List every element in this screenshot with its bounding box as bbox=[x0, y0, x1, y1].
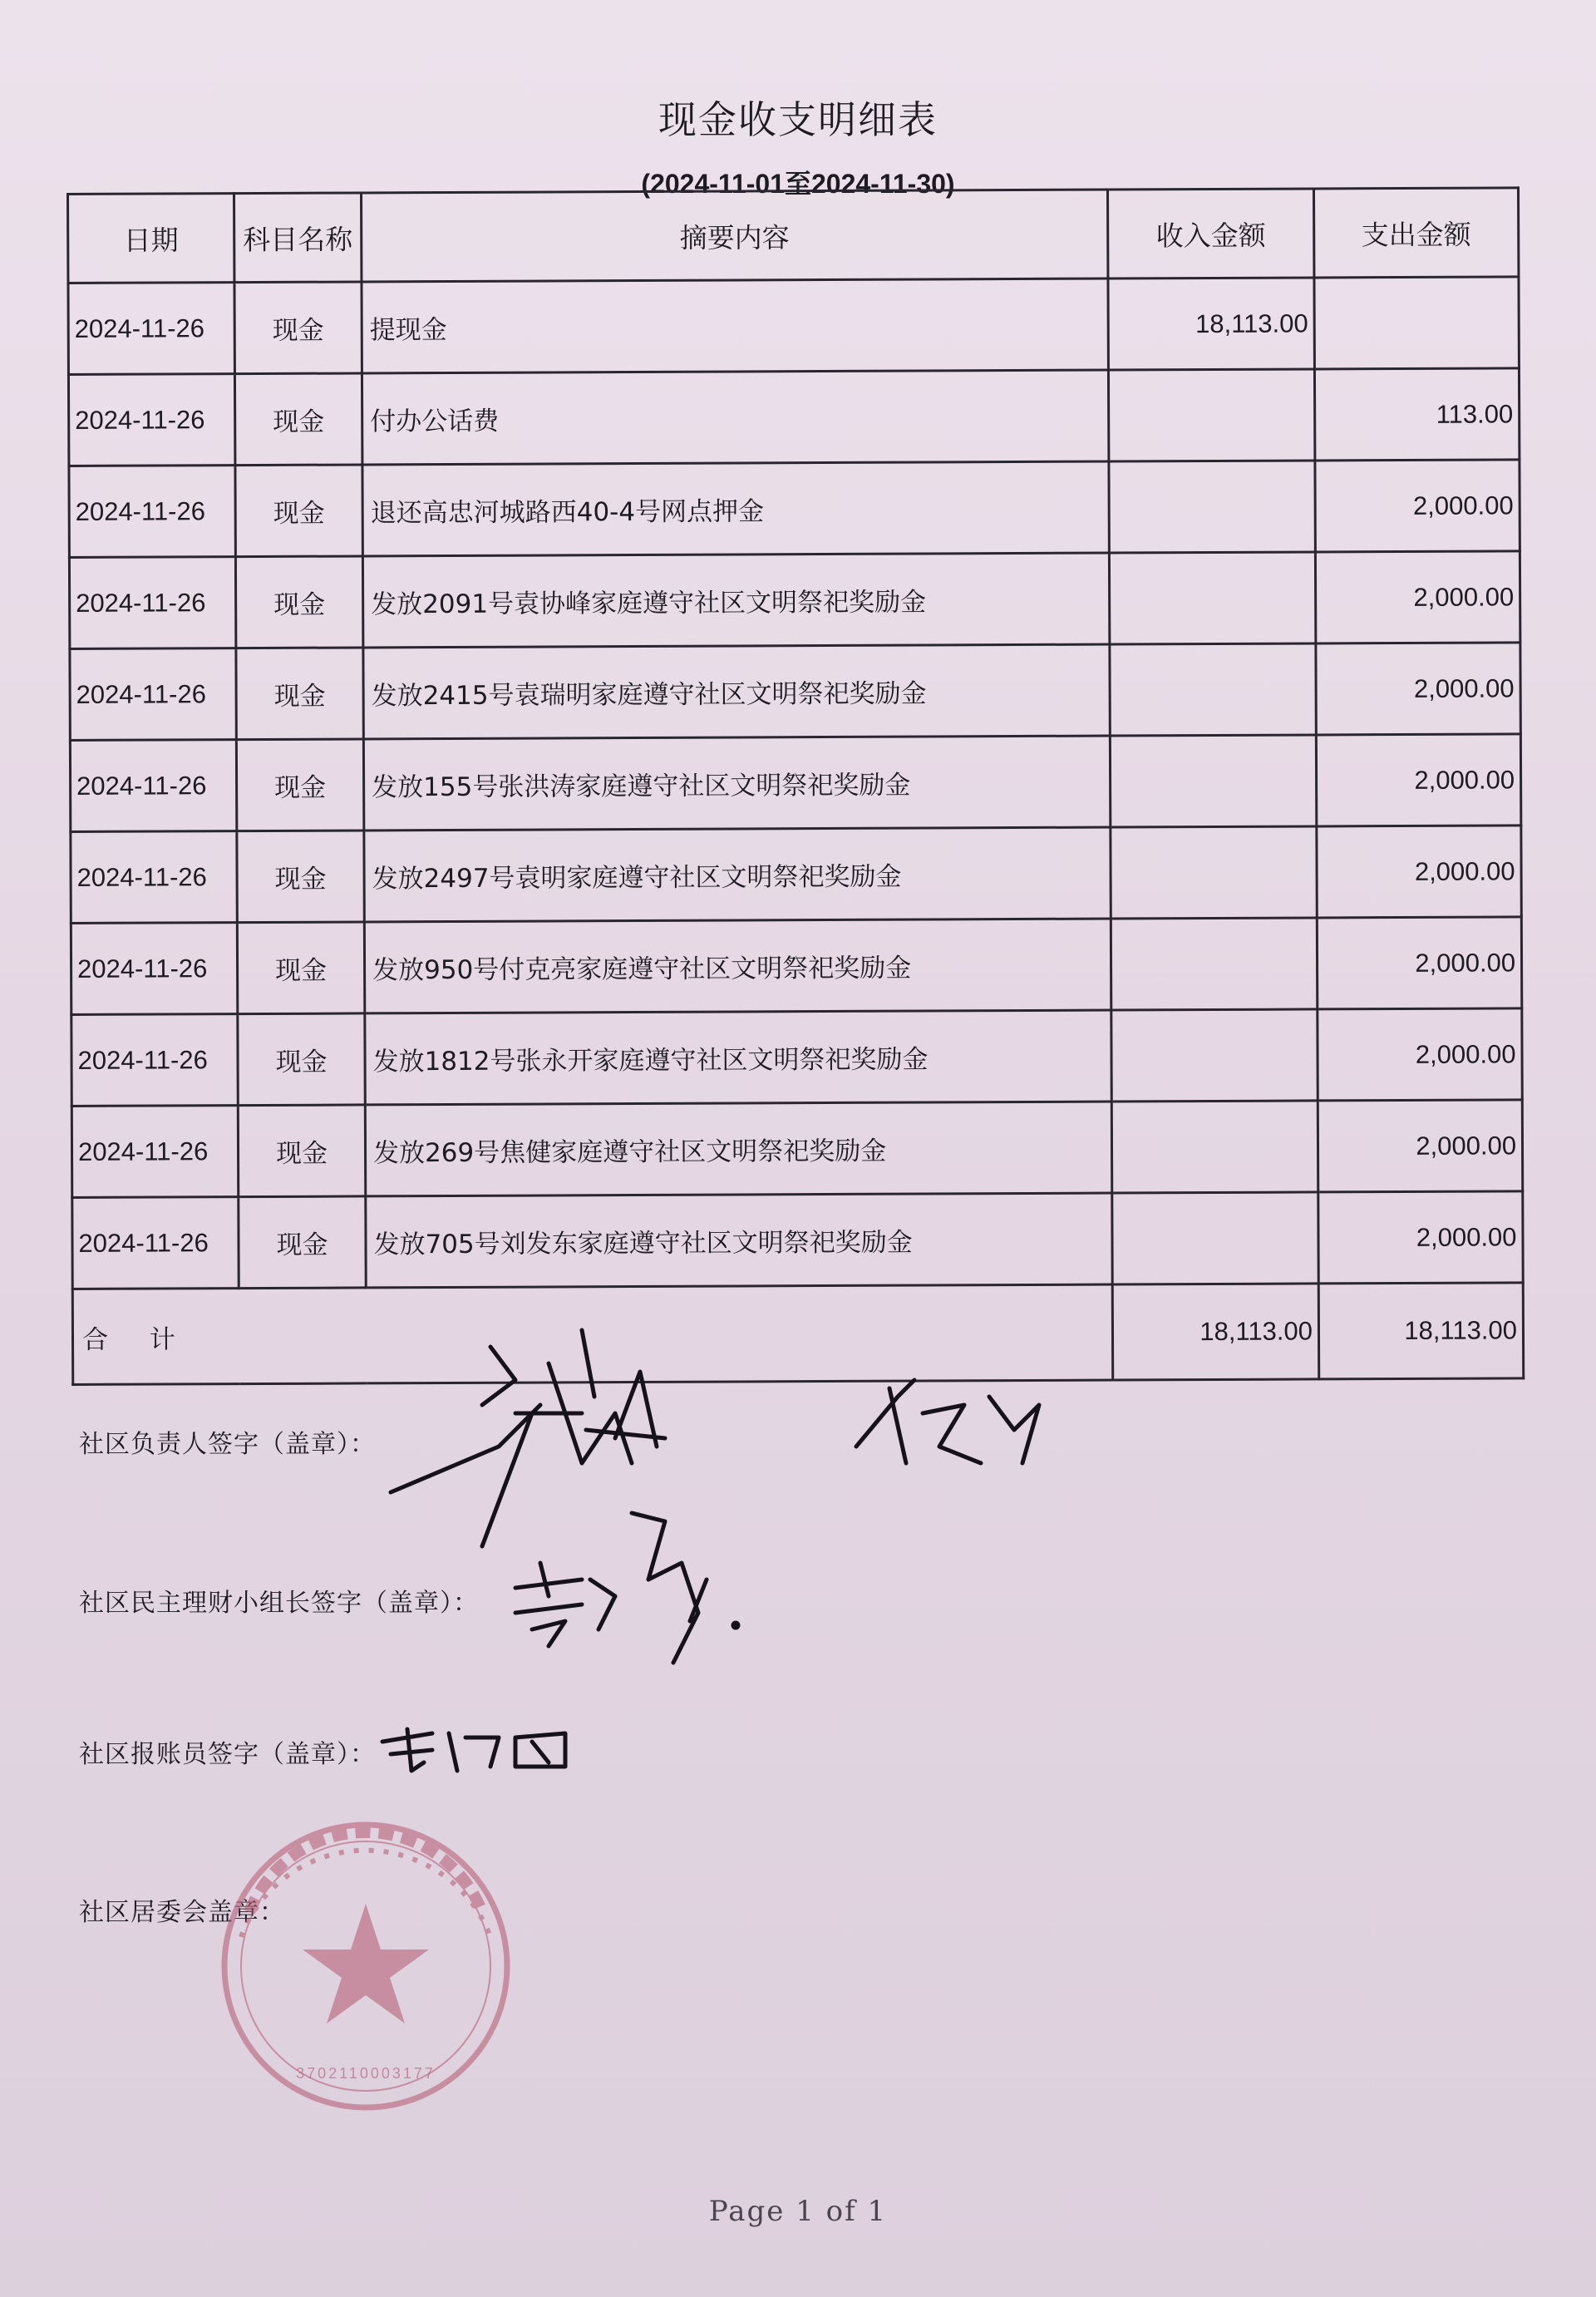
header-income: 收入金额 bbox=[1107, 189, 1313, 278]
row-subject: 现金 bbox=[238, 1013, 365, 1106]
row-subject: 现金 bbox=[234, 373, 362, 466]
bookkeeper-signature bbox=[382, 1729, 565, 1771]
seal-number: 3702110003177 bbox=[296, 2065, 436, 2082]
row-expense: 2,000.00 bbox=[1318, 1191, 1523, 1284]
row-date: 2024-11-26 bbox=[71, 1014, 238, 1107]
page-footer: Page 1 of 1 bbox=[708, 2195, 888, 2228]
header-date: 日期 bbox=[68, 194, 234, 283]
row-date: 2024-11-26 bbox=[71, 923, 237, 1015]
row-summary: 提现金 bbox=[362, 278, 1108, 373]
header-expense: 支出金额 bbox=[1313, 188, 1518, 278]
row-summary: 发放1812号张永开家庭遵守社区文明祭祀奖励金 bbox=[365, 1010, 1111, 1105]
row-expense: 2,000.00 bbox=[1317, 826, 1521, 918]
header-summary: 摘要内容 bbox=[362, 190, 1108, 282]
header-subject: 科目名称 bbox=[234, 193, 362, 283]
row-summary: 发放950号付克亮家庭遵守社区文明祭祀奖励金 bbox=[364, 919, 1111, 1013]
row-date: 2024-11-26 bbox=[72, 1197, 239, 1289]
total-label: 合 计 bbox=[72, 1284, 1112, 1384]
row-date: 2024-11-26 bbox=[70, 740, 236, 832]
row-summary: 发放269号焦健家庭遵守社区文明祭祀奖励金 bbox=[365, 1102, 1111, 1196]
row-subject: 现金 bbox=[236, 739, 363, 831]
row-subject: 现金 bbox=[237, 831, 364, 923]
row-date: 2024-11-26 bbox=[69, 466, 235, 558]
row-expense: 2,000.00 bbox=[1318, 1100, 1522, 1192]
row-expense: 2,000.00 bbox=[1316, 643, 1520, 735]
row-summary: 发放2497号袁明家庭遵守社区文明祭祀奖励金 bbox=[364, 827, 1111, 922]
leader-signature-label: 社区负责人签字（盖章）： bbox=[79, 1430, 376, 1459]
row-summary: 发放705号刘发东家庭遵守社区文明祭祀奖励金 bbox=[366, 1193, 1112, 1288]
row-summary: 退还高忠河城路西40-4号网点押金 bbox=[362, 461, 1109, 556]
row-subject: 现金 bbox=[237, 922, 364, 1014]
row-subject: 现金 bbox=[239, 1196, 366, 1289]
cosigner-signature bbox=[856, 1380, 1039, 1463]
document-period: (2024-11-01至2024-11-30) bbox=[641, 169, 955, 199]
row-subject: 现金 bbox=[238, 1105, 365, 1197]
row-date: 2024-11-26 bbox=[71, 831, 237, 924]
total-expense: 18,113.00 bbox=[1318, 1283, 1523, 1379]
row-date: 2024-11-26 bbox=[70, 648, 236, 741]
row-summary: 付办公话费 bbox=[362, 370, 1108, 465]
finance-group-signature bbox=[515, 1513, 707, 1663]
row-date: 2024-11-26 bbox=[71, 1106, 238, 1198]
row-expense: 2,000.00 bbox=[1315, 460, 1520, 552]
row-date: 2024-11-26 bbox=[69, 557, 235, 649]
row-summary: 发放155号张洪涛家庭遵守社区文明祭祀奖励金 bbox=[363, 736, 1110, 831]
row-date: 2024-11-26 bbox=[68, 374, 234, 466]
row-income: 18,113.00 bbox=[1108, 278, 1314, 370]
document-title: 现金收支明细表 bbox=[658, 97, 938, 142]
row-expense: 2,000.00 bbox=[1316, 734, 1520, 826]
row-subject: 现金 bbox=[234, 282, 362, 374]
row-subject: 现金 bbox=[235, 556, 362, 648]
row-subject: 现金 bbox=[236, 648, 363, 740]
row-expense: 2,000.00 bbox=[1315, 551, 1520, 643]
row-summary: 发放2091号袁协峰家庭遵守社区文明祭祀奖励金 bbox=[362, 553, 1109, 648]
bookkeeper-signature-label: 社区报账员签字（盖章）： bbox=[79, 1740, 376, 1769]
leader-signature bbox=[391, 1330, 665, 1546]
row-date: 2024-11-26 bbox=[68, 283, 234, 375]
row-expense: 2,000.00 bbox=[1317, 917, 1521, 1009]
finance-group-signature-label: 社区民主理财小组长签字（盖章）： bbox=[79, 1589, 479, 1618]
row-summary: 发放2415号袁瑞明家庭遵守社区文明祭祀奖励金 bbox=[363, 644, 1110, 739]
row-expense: 2,000.00 bbox=[1318, 1008, 1522, 1101]
row-subject: 现金 bbox=[235, 465, 362, 557]
committee-seal-label: 社区居委会盖章： bbox=[79, 1898, 285, 1927]
row-expense: 113.00 bbox=[1314, 368, 1519, 461]
total-income: 18,113.00 bbox=[1112, 1284, 1318, 1380]
